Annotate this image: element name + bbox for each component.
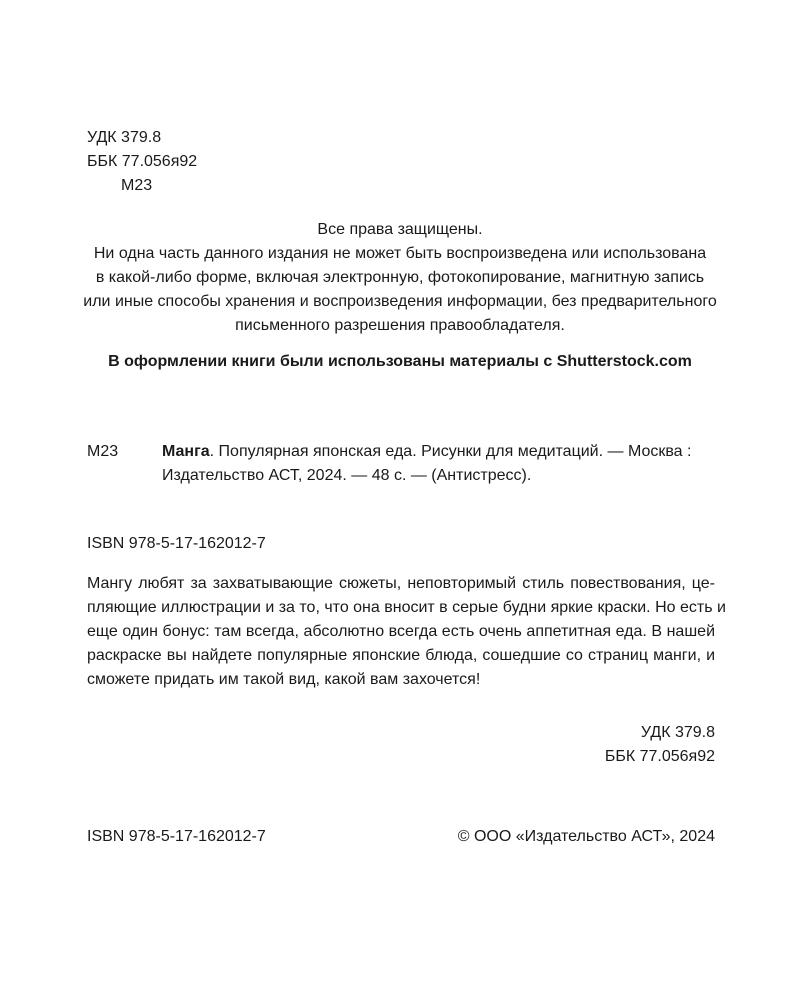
image-credits: В оформлении книги были использованы материалы с Shutterstock.com	[108, 353, 692, 370]
annotation-line: еще один бонус: там всегда, абсолютно всегда есть очень аппетитная еда. В нашей	[87, 623, 715, 640]
bib-author-mark: М23	[87, 443, 119, 460]
bib-description	[162, 440, 722, 488]
rights-line: Все права защищены.	[317, 221, 483, 238]
bib-line: Издательство АСТ, 2024. — 48 с. — (Антистресс).	[162, 467, 532, 484]
annotation-line: Мангу любят за захватывающие сюжеты, неповторимый стиль повествования, це-	[87, 575, 715, 592]
book-title: Манга	[162, 443, 210, 460]
annotation-line: пляющие иллюстрации и за то, что она вносит в серые будни яркие краски. Но есть и	[87, 599, 726, 616]
udk-code: УДК 379.8	[87, 129, 162, 146]
bib-line	[162, 440, 722, 464]
classification-codes	[87, 126, 197, 198]
isbn: ISBN 978-5-17-162012-7	[87, 535, 266, 552]
bib-line-rest: . Популярная японская еда. Рисунки для медитаций. — Москва :	[209, 443, 692, 460]
udk-code: УДК 379.8	[640, 724, 715, 741]
rights-line: письменного разрешения правообладателя.	[235, 317, 565, 334]
rights-notice	[80, 218, 720, 338]
footer-isbn: ISBN 978-5-17-162012-7	[87, 828, 266, 845]
annotation-paragraph	[87, 572, 726, 692]
annotation-line: раскраске вы найдете популярные японские блюда, сошедшие со страниц манги, и	[87, 647, 715, 664]
bbk-code: ББК 77.056я92	[87, 153, 198, 170]
rights-line: в какой-либо форме, включая электронную, фотокопирование, магнитную запись	[95, 269, 705, 286]
bottom-classification-codes	[480, 721, 715, 769]
rights-line: Ни одна часть данного издания не может быть воспроизведена или использована	[93, 245, 707, 262]
author-mark: М23	[121, 177, 153, 194]
annotation-line: сможете придать им такой вид, какой вам захочется!	[87, 671, 481, 688]
rights-line: или иные способы хранения и воспроизведения информации, без предварительного	[83, 293, 717, 310]
bbk-code: ББК 77.056я92	[604, 748, 715, 765]
copyright-notice: © ООО «Издательство АСТ», 2024	[457, 828, 715, 845]
